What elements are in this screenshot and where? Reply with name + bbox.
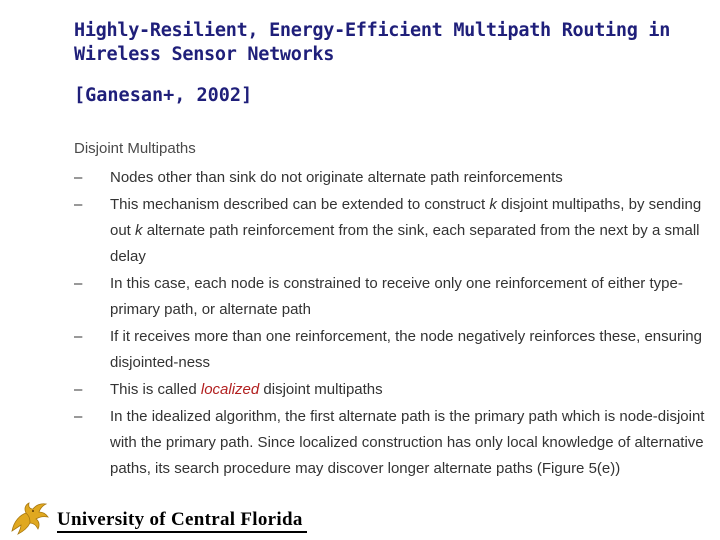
footer	[0, 493, 720, 540]
university-name: University of Central Florida	[57, 509, 303, 530]
slide-title-line-2: Wireless Sensor Networks	[74, 44, 335, 65]
bullet-item	[74, 192, 706, 270]
bullet-item	[74, 404, 706, 482]
bullet-text-part: alternate path reinforcement from the sink, each separated from the next by a small delay	[110, 222, 700, 265]
bullet-text: In the idealized algorithm, the first alternate path is the primary path which is node-disjoint with the primary path. Since localized construction has only local knowledge of alternative paths, its search procedure may discover longer alternate paths (Figure 5(e))	[110, 408, 705, 477]
bullet-marker: –	[74, 196, 83, 213]
bullet-text-part: disjoint multipaths	[259, 381, 383, 398]
bullet-marker: –	[74, 169, 83, 186]
bullet-item	[74, 377, 706, 403]
bullet-marker: –	[74, 275, 83, 292]
pegasus-logo-icon	[6, 497, 50, 537]
bullet-text-part: This is called	[110, 381, 201, 398]
footer-divider	[57, 531, 307, 533]
bullet-italic-k: k	[489, 196, 497, 213]
section-heading: Disjoint Multipaths	[74, 140, 196, 157]
slide-title-line-1: Highly-Resilient, Energy-Efficient Multipath Routing in	[74, 20, 671, 41]
bullet-marker: –	[74, 408, 83, 425]
bullet-item	[74, 324, 706, 376]
bullet-italic-k: k	[135, 222, 143, 239]
slide-title	[74, 19, 704, 67]
bullet-marker: –	[74, 328, 83, 345]
bullet-text: Nodes other than sink do not originate alternate path reinforcements	[110, 169, 563, 186]
bullet-text-part: disjoint multipaths, by sending out	[110, 196, 702, 239]
bullet-item	[74, 271, 706, 323]
bullet-text: If it receives more than one reinforcement, the node negatively reinforces these, ensuring disjointed-ness	[110, 328, 702, 371]
bullet-text-part: This mechanism described can be extended to construct	[110, 196, 490, 213]
citation: [Ganesan+, 2002]	[74, 85, 253, 106]
emphasis-localized: localized	[200, 381, 260, 398]
bullet-text: In this case, each node is constrained to receive only one reinforcement of either type-primary path, or alternate path	[110, 275, 683, 318]
bullet-marker: –	[74, 381, 83, 398]
bullet-item	[74, 165, 706, 191]
bullet-list	[74, 165, 706, 483]
